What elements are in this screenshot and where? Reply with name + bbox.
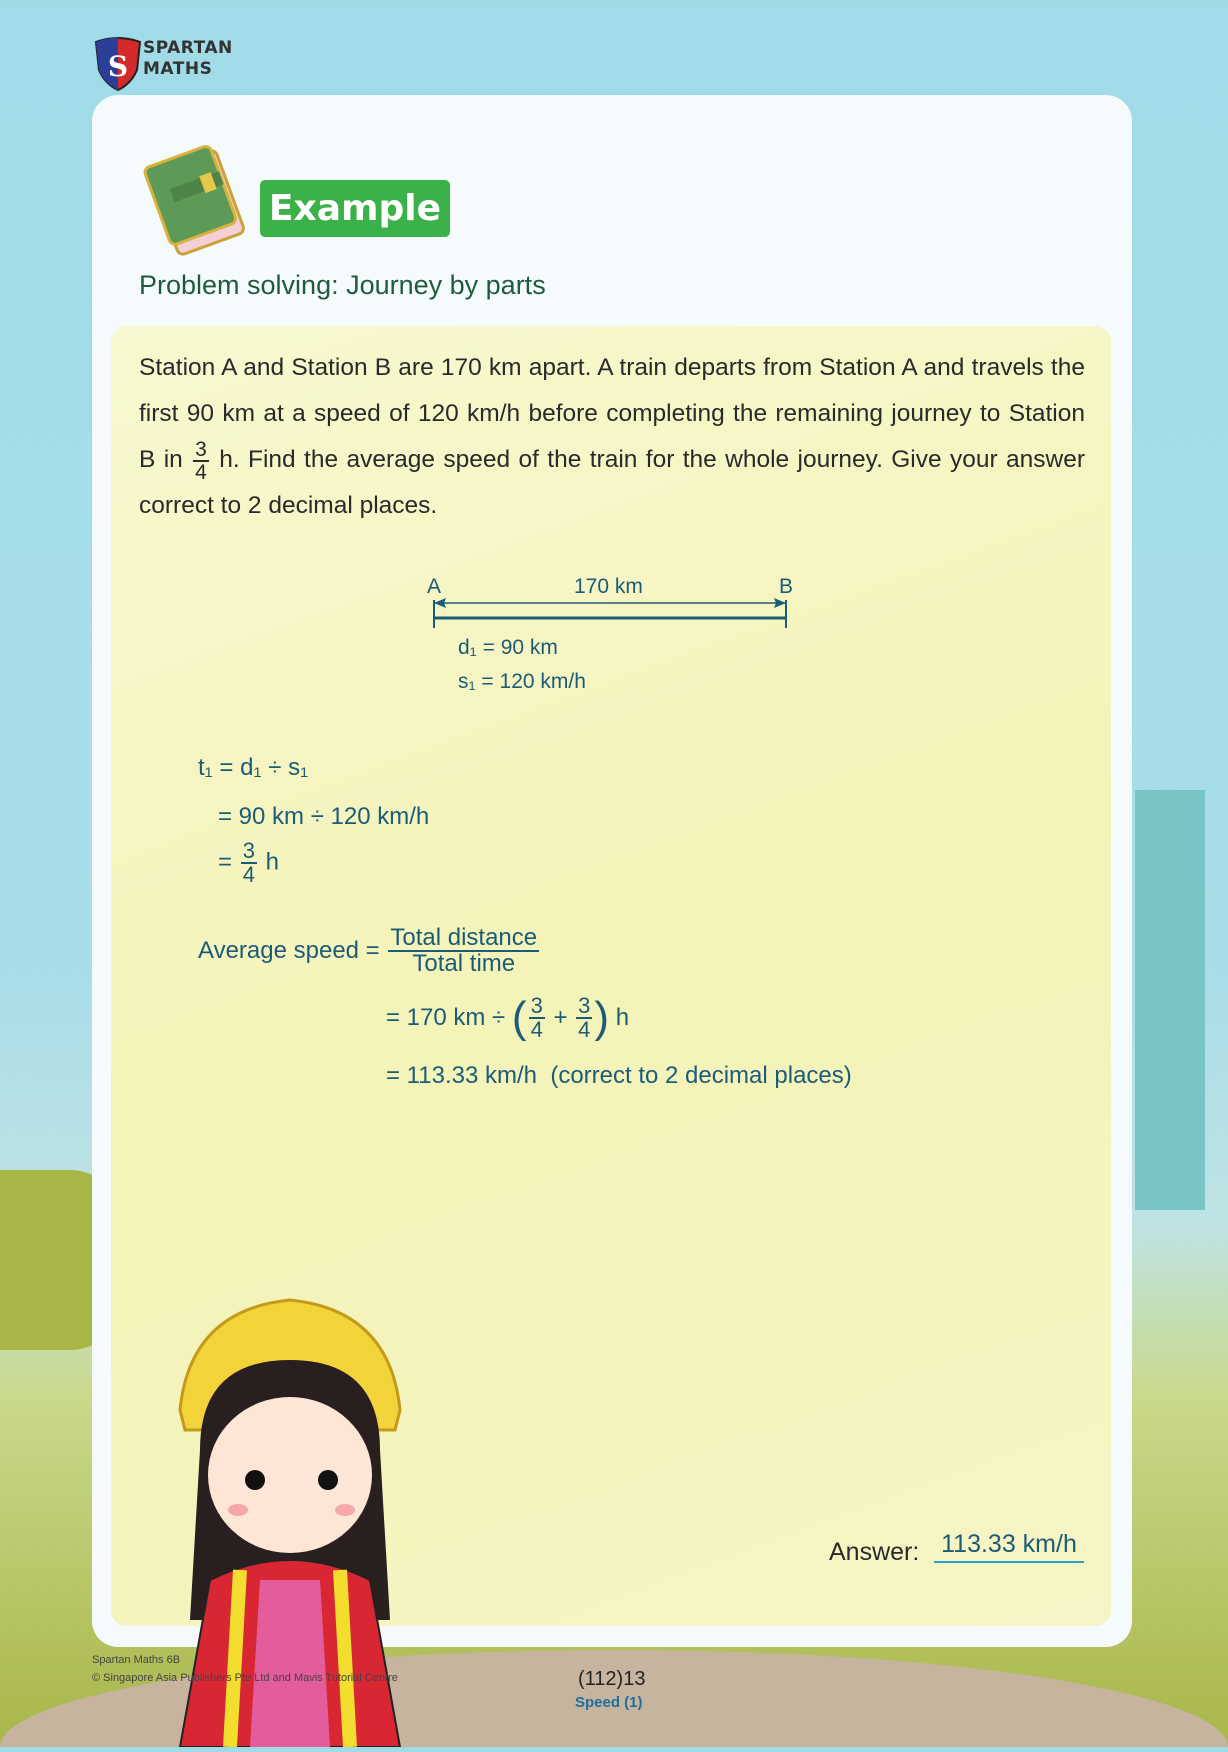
distance-line-diagram <box>428 594 792 630</box>
label-a: A <box>427 575 442 598</box>
distance-label: 170 km <box>574 575 643 598</box>
label-b: B <box>779 575 794 598</box>
section-subtitle: Problem solving: Journey by parts <box>139 270 546 300</box>
book-icon <box>139 140 257 258</box>
s1-value: s₁ = 120 km/h <box>458 670 586 693</box>
numerator: 3 <box>242 838 255 863</box>
numerator: 3 <box>195 437 207 461</box>
unit: h <box>265 848 279 876</box>
denominator: Total time <box>412 950 516 977</box>
step-text: = 170 km ÷ <box>386 1004 506 1031</box>
fraction <box>576 995 592 1041</box>
numerator: 3 <box>530 993 543 1018</box>
problem-text-part2: h. Find the average speed of the train for the whole journey. Give your answer correct to 2 decimal places. <box>139 446 1085 519</box>
chapter-name: Speed (1) <box>575 1694 643 1711</box>
bracket-right: ) <box>594 993 610 1042</box>
answer-label: Answer: <box>829 1538 920 1566</box>
d1-value: d₁ = 90 km <box>458 636 558 659</box>
castle-tower <box>1135 790 1205 1210</box>
numerator: 3 <box>578 993 591 1018</box>
svg-text:S: S <box>107 50 129 83</box>
average-speed-formula <box>198 926 541 976</box>
problem-text-part1: Station A and Station B are 170 km apart. A train departs from Station A and travels the first 90 km at a speed of 120 km/h before completing the remaining journey to Station B in <box>139 354 1085 473</box>
average-speed-step3: = 113.33 km/h (correct to 2 decimal places) <box>386 1062 852 1089</box>
denominator: 4 <box>242 862 255 887</box>
t1-step2: = 90 km ÷ 120 km/h <box>218 803 430 830</box>
fraction-three-quarters <box>193 439 209 483</box>
denominator: 4 <box>578 1017 591 1042</box>
example-badge: Example <box>260 180 450 237</box>
fraction <box>241 840 257 886</box>
answer-value: 113.33 km/h <box>934 1530 1084 1563</box>
footer-book-title: Spartan Maths 6B <box>92 1654 181 1666</box>
footer-copyright: © Singapore Asia Publishers Pte Ltd and Mavis Tutorial Centre <box>92 1672 398 1684</box>
denominator: 4 <box>195 460 207 484</box>
problem-statement <box>139 345 1085 529</box>
numerator: Total distance <box>390 924 538 951</box>
fraction <box>388 926 539 976</box>
plus: + <box>553 1004 568 1031</box>
avg-label: Average speed = <box>198 937 380 964</box>
t1-formula: t₁ = d₁ ÷ s₁ <box>198 754 309 781</box>
bracket-left: ( <box>511 993 527 1042</box>
page-number: (112)13 <box>578 1668 646 1690</box>
logo-text: SPARTAN MATHS <box>143 38 233 79</box>
fraction <box>529 995 545 1041</box>
unit: h <box>615 1004 630 1031</box>
equals: = <box>218 848 233 876</box>
average-speed-step2 <box>386 993 629 1043</box>
denominator: 4 <box>530 1017 543 1042</box>
t1-step3 <box>218 840 279 886</box>
